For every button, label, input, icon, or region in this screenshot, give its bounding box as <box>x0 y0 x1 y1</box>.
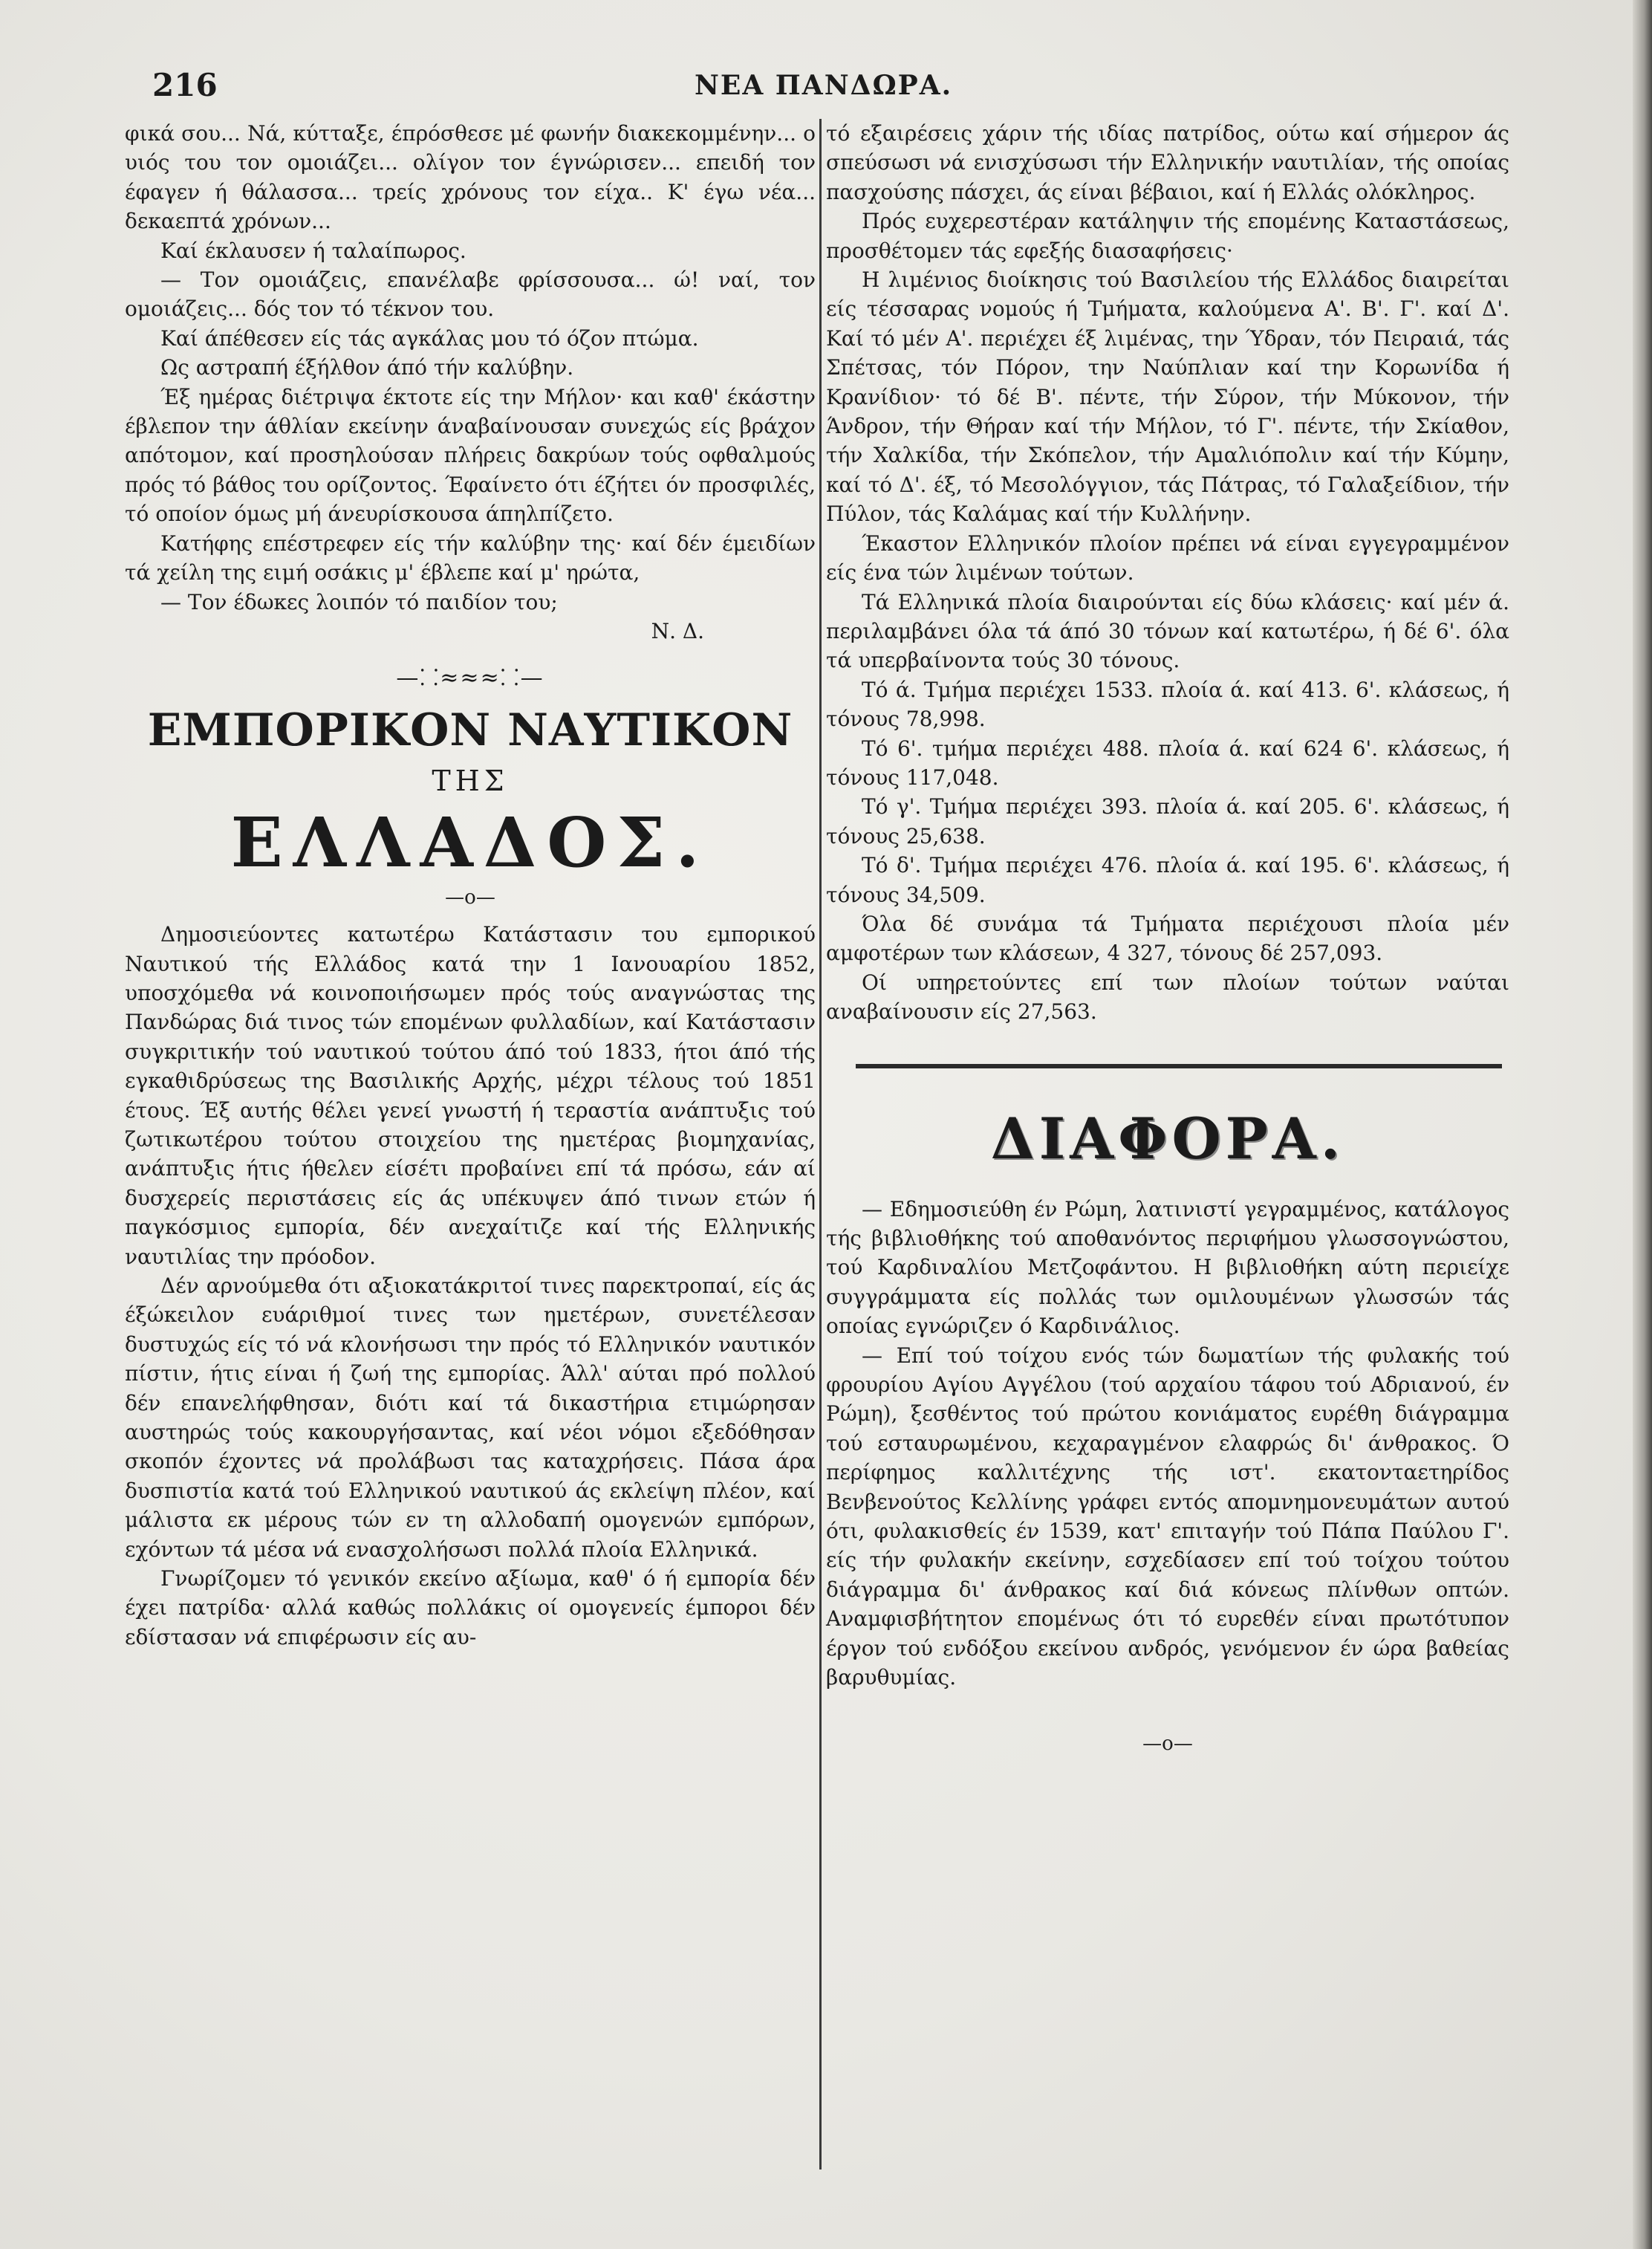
running-head <box>152 67 1519 111</box>
article-heading-line3: ΕΛΛΑΔΟΣ. <box>230 802 710 883</box>
article-paragraph: Έκαστον Ελληνικόν πλοίον πρέπει νά είναι εγγεγραμμένον είς ένα τών λιμένων τούτων. <box>826 530 1509 585</box>
story-paragraph: Έξ ημέρας διέτριψα έκτοτε είς την Μήλον· και καθ' έκάστην έβλεπον την άθλίαν εκείνην άναβαίνουσαν συνεχώς είς βράχον απότομον, καί προσηλούσαν πλήρεις δακρύων τούς οφθαλμούς πρός τό βάθος του ορίζοντος. Έφαίνετο ότι έζήτει όν προσφιλές, τό οποίον όμως μή άνευρίσκουσα άπηλπίζετο. <box>125 384 816 527</box>
misc-item: — Εδημοσιεύθη έν Ρώμη, λατινιστί γεγραμμένος, κατάλογος τής βιβλιοθήκης τού αποθανόντος περιφήμου γλωσσογνώστου, τού Καρδιναλίου Μετζοφάντου. Η βιβλιοθήκη αύτη περιείχε συγγράμματα είς πολλάς των ομιλουμένων γλωσσών τάς οποίας εγνώριζεν ό Καρδινάλιος. <box>826 1196 1509 1339</box>
story-paragraph: Καί άπέθεσεν είς τάς αγκάλας μου τό όζον πτώμα. <box>160 325 699 351</box>
misc-item: — Επί τού τοίχου ενός τών δωματίων τής φυλακής τού φρουρίου Αγίου Αγγέλου (τού αρχαίου τάφου τού Αδριανού, έν Ρώμη), ξεσθέντος τού πρώτου κονιάματος ευρέθη διάγραμμα τού εσταυρωμένου, κεχαραγμένον ελαφρώς δι' άνθρακος. Ό περίφημος καλλιτέχνης τής ιστ'. εκατονταετηρίδος Βενβενούτος Κελλίνης γράφει εντός απομνημονευμάτων αυτού ότι, φυλακισθείς έν 1539, κατ' επιταγήν τού Πάπα Παύλου Γ'. είς τήν φυλακήν εκείνην, εσχεδίασεν επί τού τοίχου τούτου διάγραμμα δι' άνθρακος καί διά κόνεως πλίνθων οπτών. Αναμφισβήτητον επομένως ότι τό ευρεθέν είναι πρωτότυπον έργον τού ενδόξου εκείνου ανδρός, γενόμενον έν ώρα βαθείας βαρυθυμίας. <box>826 1343 1509 1690</box>
statistics-sailors: Οί υπηρετούντες επί των πλοίων τούτων ναύται αναβαίνουσιν είς 27,563. <box>826 970 1509 1025</box>
story-paragraph: — Τον έδωκες λοιπόν τό παιδίον του; <box>160 589 558 614</box>
author-signature: Ν. Δ. <box>651 618 704 643</box>
story-paragraph: Ως αστραπή έξήλθον άπό τήν καλύβην. <box>160 355 574 380</box>
end-divider: —o— <box>1142 1732 1193 1755</box>
article-paragraph: Γνωρίζομεν τό γενικόν εκείνο αξίωμα, καθ' ό ή εμπορία δέν έχει πατρίδα· αλλά καθώς πολλάκις οί ομογενείς έμποροι δέν εδίστασαν νά επιφέρωσιν είς αυ- <box>125 1566 816 1649</box>
statistics-total: Όλα δέ συνάμα τά Τμήματα περιέχουσι πλοία μέν αμφοτέρων των κλάσεων, 4 327, τόνους δέ 257,093. <box>826 911 1509 966</box>
section-rule <box>856 1064 1502 1068</box>
article-heading-line1: ΕΜΠΟΡΙΚΟΝ ΝΑΥΤΙΚΟΝ <box>147 704 793 756</box>
story-paragraph: Καί έκλαυσεν ή ταλαίπωρος. <box>160 238 466 263</box>
small-divider: —o— <box>445 886 495 909</box>
left-column <box>125 119 816 1652</box>
story-paragraph: Κατήφης επέστρεφεν είς τήν καλύβην της· καί δέν έμειδίων τά χείλη της ειμή οσάκις μ' έβλεπε καί μ' ηρώτα, <box>125 530 816 585</box>
journal-title: ΝΕΑ ΠΑΝΔΩΡΑ. <box>695 70 953 101</box>
story-paragraph: — Τον ομοιάζεις, επανέλαβε φρίσσουσα... ώ! ναί, τον ομοιάζεις... δός τον τό τέκνον του. <box>125 267 816 322</box>
statistics-line: Τό ά. Τμήμα περιέχει 1533. πλοία ά. καί 413. 6'. κλάσεως, ή τόνους 78,998. <box>826 677 1509 732</box>
section-heading-diafora: ΔΙΑΦΟΡΑ. <box>990 1105 1345 1172</box>
story-paragraph: φικά σου... Νά, κύτταξε, έπρόσθεσε μέ φωνήν διακεκομμένην... ο υιός του τον ομοιάζει... ολίγον τον έγνώρισεν... επειδή τον έφαγεν ή θάλασσα... τρείς χρόνους τον είχα.. Κ' έγω νέα... δεκαεπτά χρόνων... <box>125 121 816 234</box>
ornament-divider: —⸬≈≈≈⸬— <box>396 665 544 692</box>
article-paragraph: Η λιμένιος διοίκησις τού Βασιλείου τής Ελλάδος διαιρείται είς τέσσαρας νομούς ή Τμήματα, καλούμενα Α'. Β'. Γ'. καί Δ'. Καί τό μέν Α'. περιέχει έξ λιμένας, την Ύδραν, τόν Πειραιά, τάς Σπέτσας, τόν Πόρον, την Ναύπλιαν καί την Κορωνίδα ή Κρανίδιον· τό δέ Β'. πέντε, τήν Σύρον, τήν Μύκονον, τήν Άνδρον, τήν Θήραν καί τήν Μήλον, τό Γ'. πέντε, τήν Σκίαθον, τήν Χαλκίδα, τήν Σκόπελον, τήν Αμαλιόπολιν καί τήν Κύμην, καί τό Δ'. έξ, τό Μεσολόγγιον, τάς Πάτρας, τό Γαλαξείδιον, τήν Πύλον, τάς Καλάμας καί τήν Κυλλήνην. <box>826 267 1509 527</box>
article-paragraph: Δημοσιεύοντες κατωτέρω Κατάστασιν του εμπορικού Ναυτικού τής Ελλάδος κατά την 1 Ιανουαρίου 1852, υποσχόμεθα νά κοινοποιήσωμεν πρός τούς αναγνώστας της Πανδώρας διά τινος τών επομένων φυλλαδίων, καί Κατάστασιν συγκριτικήν τού ναυτικού τούτου άπό τού 1833, ήτοι άπό τής εγκαθιδρύσεως της Βασιλικής Αρχής, μέχρι τέλους τού 1851 έτους. Έξ αυτής θέλει γενεί γνωστή ή τεραστία ανάπτυξις τού ζωτικωτέρου τούτου στοιχείου της ημετέρας βιομηχανίας, ανάπτυξις ήτις ήθελεν είσέτι προβαίνει επί τά πρόσω, εάν αί δυσχερείς περιστάσεις είς άς υπέκυψεν άπό τινων ετών ή παγκόσμιος εμπορία, δέν ανεχαίτιζε καί τής Ελληνικής ναυτιλίας την πρόοδον. <box>125 922 816 1269</box>
statistics-line: Τό γ'. Τμήμα περιέχει 393. πλοία ά. καί 205. 6'. κλάσεως, ή τόνους 25,638. <box>826 794 1509 848</box>
article-paragraph: Τά Ελληνικά πλοία διαιρούνται είς δύω κλάσεις· καί μέν ά. περιλαμβάνει όλα τά άπό 30 τόνων καί κατωτέρω, ή δέ 6'. όλα τά υπερβαίνοντα τούς 30 τόνους. <box>826 589 1509 673</box>
article-heading-line2: ΤΗΣ <box>432 764 509 797</box>
right-column <box>826 119 1509 1759</box>
column-divider <box>819 119 822 2170</box>
page-spine-shadow <box>1633 0 1652 2249</box>
article-paragraph: τό εξαιρέσεις χάριν τής ιδίας πατρίδος, ούτω καί σήμερον άς σπεύσωσι νά ενισχύσωσι τήν Ελληνικήν ναυτιλίαν, τής οποίας πασχούσης πάσχει, άς είναι βέβαιοι, καί ή Ελλάς ολόκληρος. <box>826 121 1509 204</box>
page-number: 216 <box>152 67 218 103</box>
statistics-line: Τό 6'. τμήμα περιέχει 488. πλοία ά. καί 624 6'. κλάσεως, ή τόνους 117,048. <box>826 736 1509 790</box>
article-paragraph: Δέν αρνούμεθα ότι αξιοκατάκριτοί τινες παρεκτροπαί, είς άς έξώκειλον ευάριθμοί τινες των ημετέρων, συνετέλεσαν δυστυχώς είς τό νά κλονήσωσι την πρός τό Ελληνικόν ναυτικόν πίστιν, ήτις είναι ή ζωή της εμπορίας. Άλλ' αύται πρό πολλού δέν επανελήφθησαν, διότι καί τά δικαστήρια ετιμώρησαν αυστηρώς τούς κακουργήσαντας, καί νέοι νόμοι εξεδόθησαν σκοπόν έχοντες νά προλάβωσι τας καταχρήσεις. Πάσα άρα δυσπιστία κατά τού Ελληνικού ναυτικού άς εκλείψη πλέον, καί μάλιστα εκ μέρους τών εν τη αλλοδαπή ομογενών εμπόρων, εχόντων τά μέσα νά ενασχολήσωσι πολλά πλοία Ελληνικά. <box>125 1273 816 1562</box>
statistics-line: Τό δ'. Τμήμα περιέχει 476. πλοία ά. καί 195. 6'. κλάσεως, ή τόνους 34,509. <box>826 853 1509 907</box>
article-paragraph: Πρός ευχερεστέραν κατάληψιν τής επομένης Καταστάσεως, προσθέτομεν τάς εφεξής διασαφήσεις· <box>826 209 1509 263</box>
